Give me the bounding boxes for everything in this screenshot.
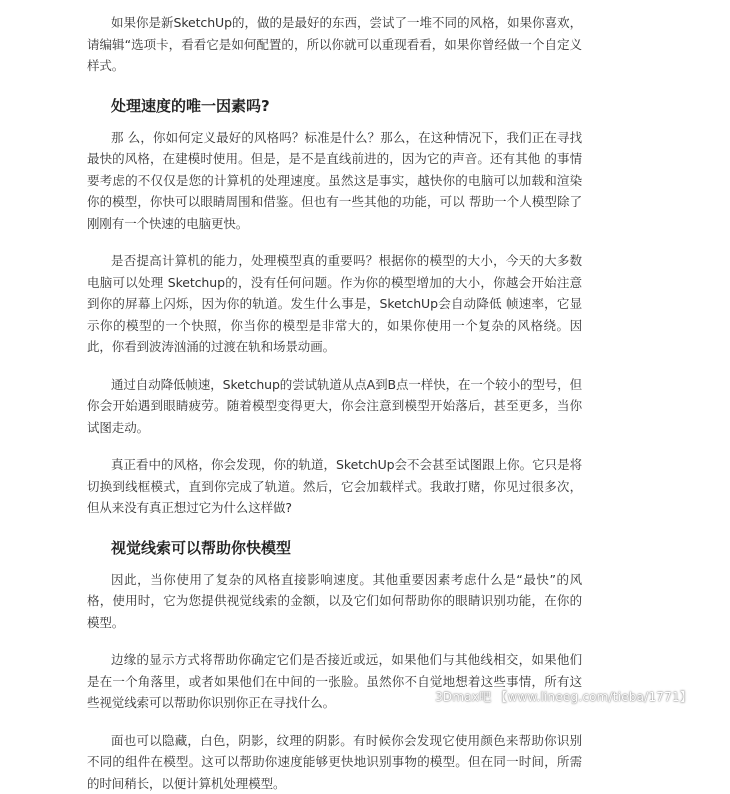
paragraph-fancy-style: 真正看中的风格，你会发现，你的轨道，SketchUp会不会甚至试图跟上你。它只是将切换到线框模式，直到你完成了轨道。然后，它会加载样式。我敢打赌，你见过很多次，但从来没有真正想过它为什么这样做? bbox=[87, 454, 582, 519]
section-heading-visual-cues: 视觉线索可以帮助你快模型 bbox=[87, 537, 582, 559]
paragraph-complex-style: 因此，当你使用了复杂的风格直接影响速度。其他重要因素考虑什么是“最快”的风格，使用时，它为您提供视觉线索的金额，以及它们如何帮助你的眼睛识别功能，在你的模型。 bbox=[87, 569, 582, 634]
paragraph-computer-power: 是否提高计算机的能力，处理模型真的重要吗？根据你的模型的大小，今天的大多数电脑可以处理 Sketchup的，没有任何问题。作为你的模型增加的大小，你越会开始注意到你的屏幕上闪烁，因为你的轨道。发生什么事是，SketchUp会自动降低 帧速率，它显示你的模型的一个快照，你当你的模型是非常大的，如果你使用一个复杂的风格绕。因此，你看到波涛汹涌的过渡在轨和场景动画。 bbox=[87, 250, 582, 358]
intro-paragraph: 如果你是新SketchUp的，做的是最好的东西，尝试了一堆不同的风格，如果你喜欢，请编辑“选项卡，看看它是如何配置的，所以你就可以重现看看，如果你曾经做一个自定义样式。 bbox=[87, 12, 582, 77]
paragraph-frame-rate: 通过自动降低帧速，Sketchup的尝试轨道从点A到B点一样快，在一个较小的型号，但你会开始遇到眼睛疲劳。随着模型变得更大，你会注意到模型开始落后，甚至更多，当你试图走动。 bbox=[87, 374, 582, 439]
paragraph-edges: 边缘的显示方式将帮助你确定它们是否接近或远，如果他们与其他线相交，如果他们是在一个角落里，或者如果他们在中间的一张脸。虽然你不自觉地想着这些事情，所有这些视觉线索可以帮助你识别你正在寻找什么。 bbox=[87, 649, 582, 714]
article-body bbox=[87, 12, 582, 794]
site-watermark: 3Dmax吧 【www.lineeg.com/tieba/1771】 bbox=[435, 688, 692, 705]
paragraph-faces: 面也可以隐藏，白色，阴影，纹理的阴影。有时候你会发现它使用颜色来帮助你识别不同的组件在模型。这可以帮助你速度能够更快地识别事物的模型。但在同一时间，所需的时间稍长，以便计算机处理模型。 bbox=[87, 730, 582, 794]
section-heading-processing-speed: 处理速度的唯一因素吗? bbox=[87, 95, 582, 117]
paragraph-define-best-style: 那 么，你如何定义最好的风格吗？标准是什么？那么，在这种情况下，我们正在寻找最快的风格，在建模时使用。但是，是不是直线前进的，因为它的声音。还有其他 的事情要考虑的不仅仅是您的计算机的处理速度。虽然这是事实，越快你的电脑可以加载和渲染你的模型，你快可以眼睛周围和借鉴。但也有一些其他的功能，可以 帮助一个人模型除了刚刚有一个快速的电脑更快。 bbox=[87, 127, 582, 235]
